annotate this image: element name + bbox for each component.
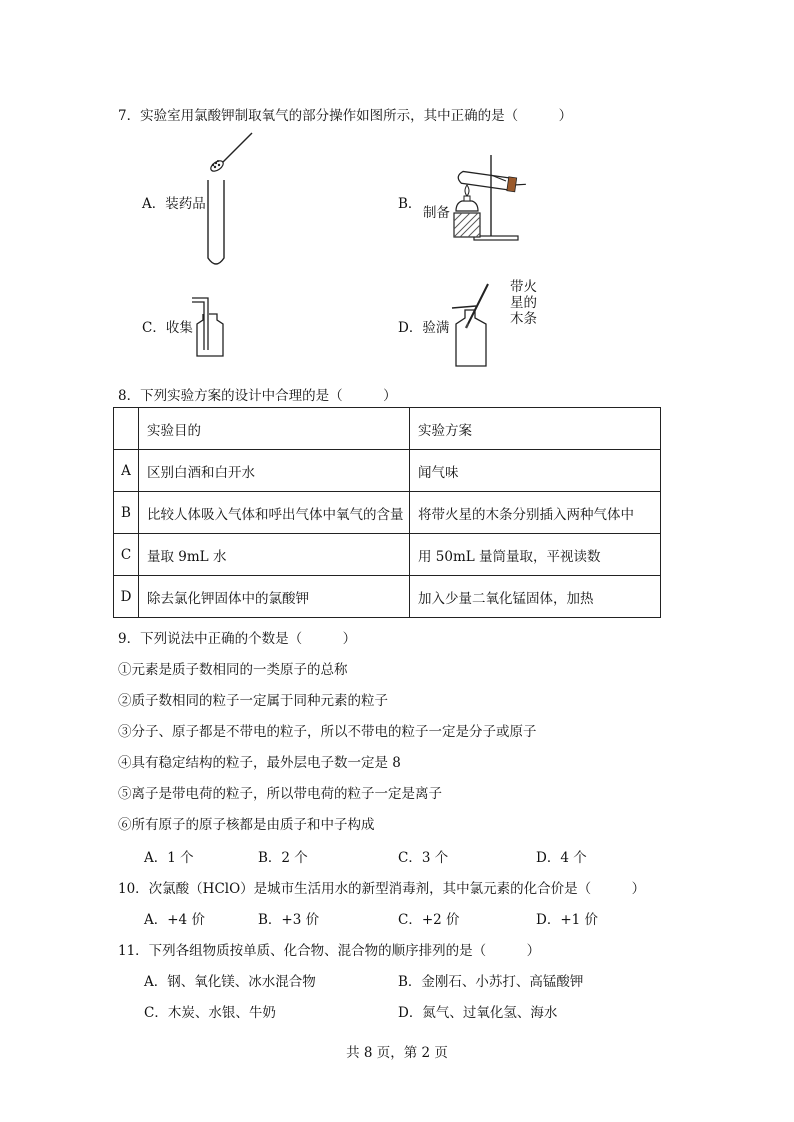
q8-stem: 8．下列实验方案的设计中合理的是（ ）: [118, 388, 397, 404]
row-plan: 闻气味: [410, 450, 661, 492]
table-header-label: [114, 408, 139, 450]
q11-option-b[interactable]: B．金刚石、小苏打、高锰酸钾: [398, 974, 584, 990]
q11-option-d[interactable]: D．氮气、过氧化氢、海水: [398, 1005, 558, 1021]
row-goal: 除去氯化钾固体中的氯酸钾: [139, 576, 410, 618]
row-label: D: [114, 576, 139, 618]
table-row[interactable]: [114, 450, 661, 492]
row-goal: 区别白酒和白开水: [139, 450, 410, 492]
q11-option-a[interactable]: A．钢、氧化镁、冰水混合物: [144, 974, 316, 990]
q9-statement-1: ①元素是质子数相同的一类原子的总称: [118, 662, 348, 678]
row-label: C: [114, 534, 139, 576]
q7-option-d[interactable]: [398, 316, 449, 336]
q11-stem: 11．下列各组物质按单质、化合物、混合物的顺序排列的是（ ）: [118, 943, 541, 959]
table-header-plan: 实验方案: [410, 408, 661, 450]
q7-option-a[interactable]: [142, 192, 206, 212]
q7-option-b-letter[interactable]: B．: [398, 196, 422, 212]
q7-d-splint-bottle-figure: [448, 280, 494, 370]
q10-option-c[interactable]: C．+2 价: [398, 912, 460, 928]
q9-option-a[interactable]: A．1 个: [144, 850, 194, 866]
q7-option-a-text: 装药品: [165, 196, 206, 212]
q7-splint-label-line2: 星的: [510, 295, 537, 311]
q9-statement-5: ⑤离子是带电荷的粒子，所以带电荷的粒子一定是离子: [118, 786, 442, 802]
table-header-goal: 实验目的: [139, 408, 410, 450]
q9-statement-6: ⑥所有原子的原子核都是由质子和中子构成: [118, 817, 375, 833]
q10-stem: 10．次氯酸（HClO）是城市生活用水的新型消毒剂，其中氯元素的化合价是（ ）: [118, 881, 646, 897]
q9-statement-2: ②质子数相同的粒子一定属于同种元素的粒子: [118, 693, 388, 709]
q9-option-c[interactable]: C．3 个: [398, 850, 449, 866]
q10-option-b[interactable]: B．+3 价: [258, 912, 320, 928]
q9-option-b[interactable]: B．2 个: [258, 850, 308, 866]
q9-statement-4: ④具有稳定结构的粒子，最外层电子数一定是 8: [118, 755, 401, 771]
q7-b-heating-apparatus-figure: [448, 153, 530, 243]
q7-splint-label-line3: 木条: [510, 311, 537, 327]
q7-stem: 7．实验室用氯酸钾制取氧气的部分操作如图所示，其中正确的是（ ）: [118, 108, 573, 124]
row-plan: 加入少量二氧化锰固体，加热: [410, 576, 661, 618]
table-row[interactable]: [114, 576, 661, 618]
row-plan: 将带火星的木条分别插入两种气体中: [410, 492, 661, 534]
q7-c-gas-bottle-figure: [192, 292, 232, 360]
table-row[interactable]: [114, 492, 661, 534]
q7-option-c-letter: C．: [142, 320, 166, 336]
q7-option-a-letter: A．: [142, 196, 166, 212]
row-goal: 比较人体吸入气体和呼出气体中氧气的含量: [139, 492, 410, 534]
q7-splint-label-line1: 带火: [510, 279, 537, 295]
q7-a-spoon-testtube-figure: [200, 128, 260, 273]
q8-plan-table: [113, 407, 661, 618]
q7-option-c[interactable]: [142, 316, 193, 336]
row-goal: 量取 9mL 水: [139, 534, 410, 576]
q10-option-d[interactable]: D．+1 价: [536, 912, 599, 928]
row-label: B: [114, 492, 139, 534]
q7-option-c-text: 收集: [165, 320, 193, 336]
q10-option-a[interactable]: A．+4 价: [144, 912, 205, 928]
row-label: A: [114, 450, 139, 492]
q9-statement-3: ③分子、原子都是不带电的粒子，所以不带电的粒子一定是分子或原子: [118, 724, 537, 740]
q7-option-b-text: 制备: [423, 205, 450, 221]
q7-option-d-letter: D．: [398, 320, 423, 336]
q9-stem: 9．下列说法中正确的个数是（ ）: [118, 631, 357, 647]
page-footer: 共 8 页，第 2 页: [346, 1045, 448, 1061]
row-plan: 用 50mL 量筒量取，平视读数: [410, 534, 661, 576]
q7-option-d-text: 验满: [422, 320, 450, 336]
table-row[interactable]: [114, 534, 661, 576]
table-header-row: [114, 408, 661, 450]
q9-option-d[interactable]: D．4 个: [536, 850, 587, 866]
q7-splint-label: [510, 279, 537, 327]
q11-option-c[interactable]: C．木炭、水银、牛奶: [144, 1005, 276, 1021]
